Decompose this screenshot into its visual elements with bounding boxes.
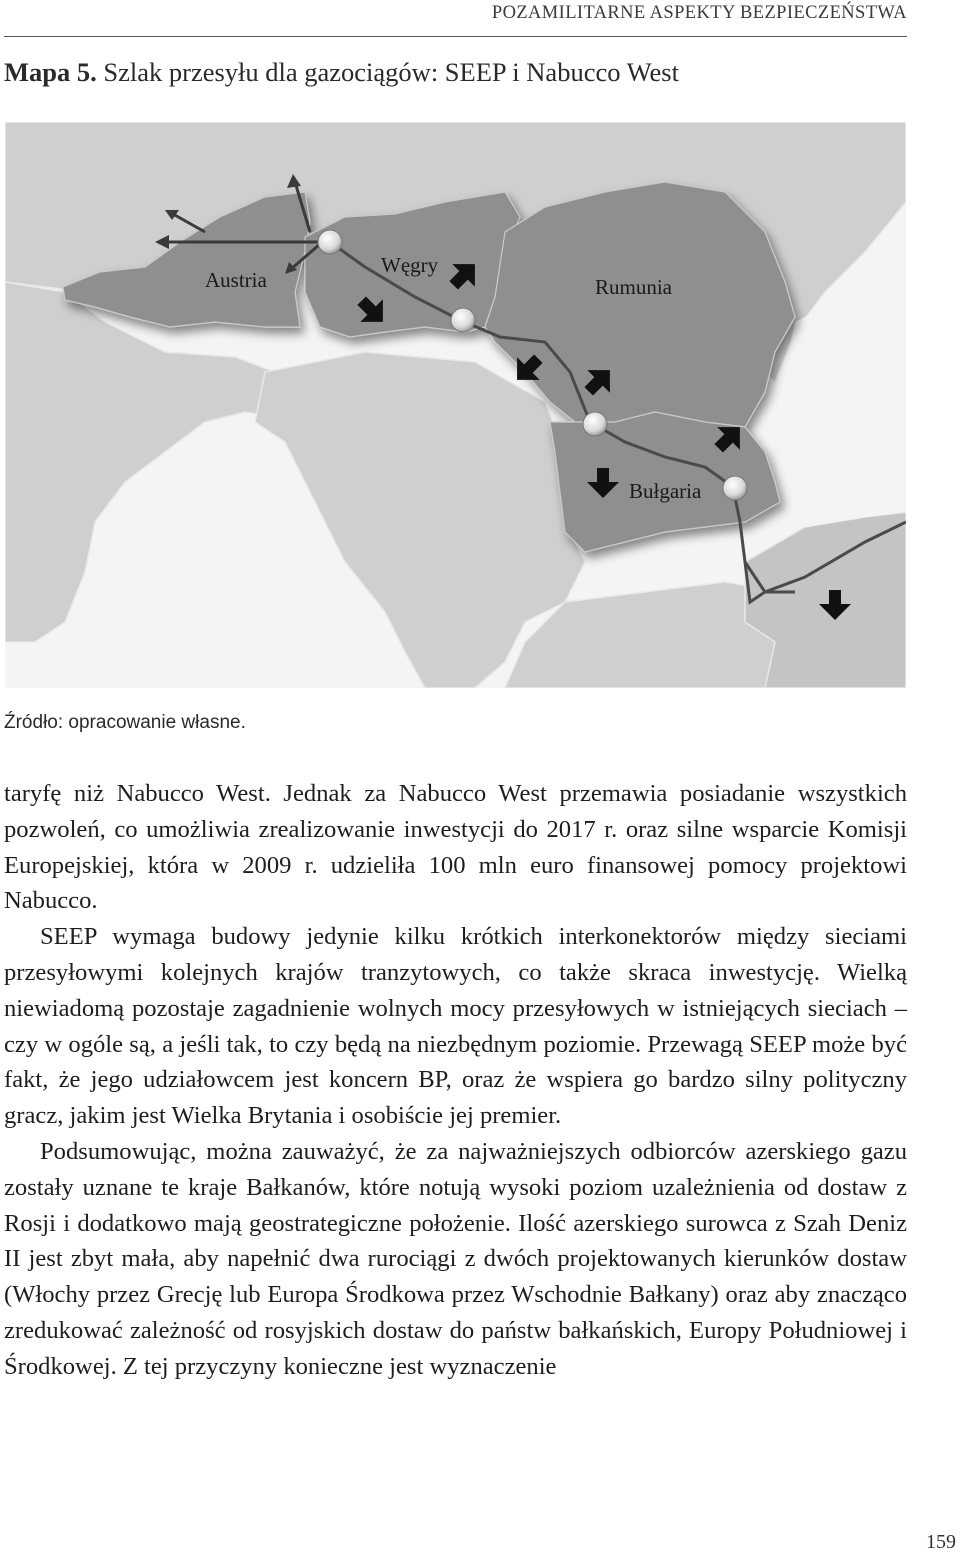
pipeline-node-romania-bulgaria — [583, 412, 607, 436]
running-head: POZAMILITARNE ASPEKTY BEZPIECZEŃSTWA — [491, 3, 907, 23]
paragraph-3: Podsumowując, można zauważyć, że za najważniejszych odbiorców azerskiego gazu zostały uznane te kraje Bałkanów, które notują wysoki poziom uzależnienia od dostaw z Rosji i dodatkowo mają geostrategiczne położenie. Ilość azerskiego surowca z Szah Deniz II jest zbyt mała, aby napełnić dwa rurociągi z dwóch projektowanych kierunków dostaw (Włochy przez Grecję lub Europa Środkowa przez Wschodnie Bałkany) oraz aby znacząco zredukować zależność od rosyjskich dostaw do państw bałkańskich, Europy Południowej i Środkowej. Z tej przyczyny konieczne jest wyznaczenie — [4, 1137, 907, 1380]
paragraph-1: taryfę niż Nabucco West. Jednak za Nabucco West przemawia posiadanie wszystkich pozwoleń, co umożliwia zrealizowanie inwestycji do 2017 r. oraz silne wsparcie Komisji Europejskiej, która w 2009 r. udzieliła 100 mln euro finansowej pomocy projektowi Nabucco. — [4, 780, 907, 915]
pipeline-map — [5, 122, 906, 688]
figure-title-text: Szlak przesyłu dla gazociągów: SEEP i Nabucco West — [103, 57, 679, 87]
label-austria: Austria — [205, 268, 267, 292]
label-hungary: Węgry — [381, 253, 439, 277]
header-rule — [4, 36, 907, 37]
figure-label: Mapa 5. — [4, 57, 97, 87]
page-number: 159 — [926, 1531, 956, 1553]
pipeline-node-austria-hungary — [318, 230, 342, 254]
figure-source: Źródło: opracowanie własne. — [4, 712, 246, 733]
label-romania: Rumunia — [595, 275, 672, 299]
body-text — [4, 776, 907, 1385]
figure-title — [4, 57, 679, 88]
label-bulgaria: Bułgaria — [629, 479, 702, 503]
pipeline-node-bulgaria-turkey — [723, 476, 747, 500]
pipeline-node-hungary-romania — [451, 308, 475, 332]
paragraph-2: SEEP wymaga budowy jedynie kilku krótkich interkonektorów między sieciami przesyłowymi kolejnych krajów tranzytowych, co także skraca inwestycję. Wielką niewiadomą pozostaje zagadnienie wolnych mocy przesyłowych w istniejących sieciach – czy w ogóle są, a jeśli tak, to czy będą na niezbędnym poziomie. Przewagą SEEP może być fakt, że jego udziałowcem jest koncern BP, oraz że wspiera go bardzo silny polityczny gracz, jakim jest Wielka Brytania i osobiście jej premier. — [4, 923, 907, 1130]
